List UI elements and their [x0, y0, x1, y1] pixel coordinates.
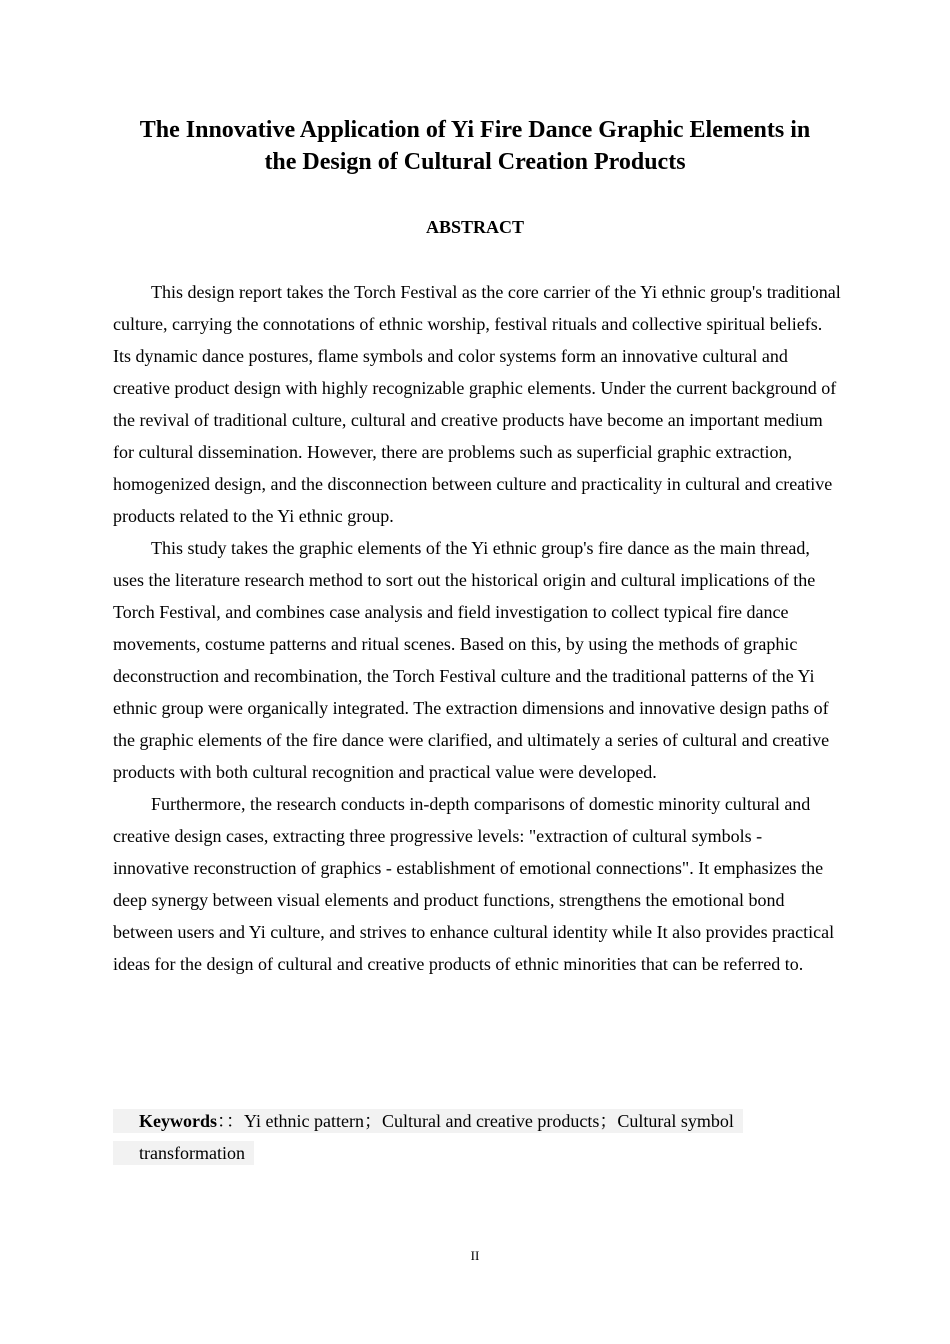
keywords-text: Yi ethnic pattern；Cultural and creative products；Cultural symbol transformation [139, 1111, 734, 1163]
abstract-heading: ABSTRACT [425, 217, 525, 237]
title-line-2: the Design of Cultural Creation Products [264, 149, 686, 175]
abstract-body [113, 276, 841, 980]
keywords-label: Keywords [139, 1111, 217, 1131]
abstract-paragraph-3: Furthermore, the research conducts in-depth comparisons of domestic minority cultural and creative design cases, extracting three progressive levels: "extraction of cultural symbols - innovative reconstruction of graphics - establishment of emotional connections". It emphasizes the deep synergy between visual elements and product functions, strengthens the emotional bond between users and Yi culture, and strives to enhance cultural identity while It also provides practical ideas for the design of cultural and creative products of ethnic minorities that can be referred to. [113, 794, 835, 974]
document-title [100, 114, 850, 178]
page-number: II [470, 1248, 480, 1263]
keywords-highlight [113, 1109, 743, 1165]
abstract-paragraph-2: This study takes the graphic elements of the Yi ethnic group's fire dance as the main thread, uses the literature research method to sort out the historical origin and cultural implications of the Torch Festival, and combines case analysis and field investigation to collect typical fire dance movements, costume patterns and ritual scenes. Based on this, by using the methods of graphic deconstruction and recombination, the Torch Festival culture and the traditional patterns of the Yi ethnic group were organically integrated. The extraction dimensions and innovative design paths of the graphic elements of the fire dance were clarified, and ultimately a series of cultural and creative products with both cultural recognition and practical value were developed. [113, 538, 830, 782]
keywords-separator: ：： [217, 1111, 244, 1131]
keywords-block [113, 1105, 803, 1169]
abstract-paragraph-1: This design report takes the Torch Festival as the core carrier of the Yi ethnic group's traditional culture, carrying the connotations of ethnic worship, festival rituals and collective spiritual beliefs. Its dynamic dance postures, flame symbols and color systems form an innovative cultural and creative product design with highly recognizable graphic elements. Under the current background of the revival of traditional culture, cultural and creative products have become an important medium for cultural dissemination. However, there are problems such as superficial graphic extraction, homogenized design, and the disconnection between culture and practicality in cultural and creative products related to the Yi ethnic group. [113, 282, 841, 526]
title-line-1: The Innovative Application of Yi Fire Dance Graphic Elements in [139, 117, 811, 143]
